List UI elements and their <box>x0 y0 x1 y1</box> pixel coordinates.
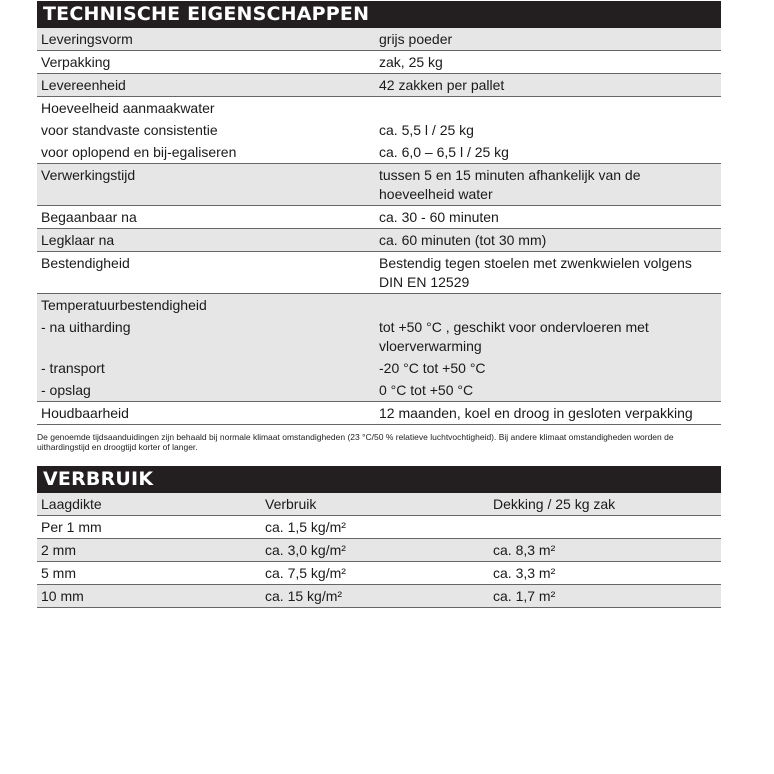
verbruik-header-row <box>37 493 721 516</box>
tech-value: 0 °C tot +50 °C <box>379 382 474 398</box>
tech-row <box>37 206 721 229</box>
tech-label: voor oplopend en bij-egaliseren <box>41 144 237 160</box>
dekking-cell: ca. 1,7 m² <box>493 588 556 604</box>
tech-label: - transport <box>41 360 105 376</box>
tech-label: Verwerkingstijd <box>41 167 136 183</box>
tech-label: Hoeveelheid aanmaakwater <box>41 100 215 116</box>
tech-label: Legklaar na <box>41 232 115 248</box>
verbruik-cell: ca. 3,0 kg/m² <box>265 542 346 558</box>
tech-row <box>37 119 721 141</box>
tech-label: Temperatuurbestendigheid <box>41 297 207 313</box>
tech-row <box>37 316 721 357</box>
tech-label: - na uitharding <box>41 319 131 335</box>
laagdikte-cell: Per 1 mm <box>41 519 102 535</box>
tech-value: ca. 60 minuten (tot 30 mm) <box>379 232 547 248</box>
verbruik-cell: ca. 7,5 kg/m² <box>265 565 346 581</box>
tech-value: tussen 5 en 15 minuten afhankelijk van de hoeveelheid water <box>379 167 641 202</box>
tech-value: zak, 25 kg <box>379 54 443 70</box>
tech-label: voor standvaste consistentie <box>41 122 218 138</box>
tech-value: Bestendig tegen stoelen met zwenkwielen volgens DIN EN 12529 <box>379 255 692 290</box>
tech-label: Houdbaarheid <box>41 405 129 421</box>
tech-value: -20 °C tot +50 °C <box>379 360 486 376</box>
tech-value: 12 maanden, koel en droog in gesloten verpakking <box>379 405 693 421</box>
tech-table <box>37 28 721 425</box>
tech-label: Bestendigheid <box>41 255 130 271</box>
tech-label: Leveringsvorm <box>41 31 133 47</box>
tech-row <box>37 252 721 294</box>
laagdikte-cell: 2 mm <box>41 542 76 558</box>
verbruik-cell: ca. 15 kg/m² <box>265 588 343 604</box>
verbruik-section-title: VERBRUIK <box>37 466 721 493</box>
dekking-cell: ca. 3,3 m² <box>493 565 556 581</box>
tech-row <box>37 51 721 74</box>
verbruik-table <box>37 493 721 608</box>
dekking-cell: ca. 8,3 m² <box>493 542 556 558</box>
tech-label: Begaanbaar na <box>41 209 137 225</box>
laagdikte-cell: 5 mm <box>41 565 76 581</box>
tech-row <box>37 28 721 51</box>
tech-row <box>37 141 721 163</box>
tech-value <box>379 294 721 316</box>
laagdikte-cell: 10 mm <box>41 588 84 604</box>
column-header-verbruik: Verbruik <box>265 496 317 512</box>
dekking-cell <box>493 516 721 538</box>
tech-value: ca. 6,0 – 6,5 l / 25 kg <box>379 144 509 160</box>
footnote: De genoemde tijdsaanduidingen zijn behaald bij normale klimaat omstandigheden (23 °C/50 % relatieve luchtvochtigheid). Bij andere klimaat omstandigheden worden de uithardingstijd en droogtijd korter of langer. <box>37 432 674 452</box>
tech-row <box>37 74 721 97</box>
tech-row <box>37 164 721 206</box>
tech-row <box>37 379 721 401</box>
tech-label: - opslag <box>41 382 91 398</box>
tech-value <box>379 97 721 119</box>
tech-row-group-temperature <box>37 294 721 402</box>
tech-row <box>37 357 721 379</box>
tech-label: Verpakking <box>41 54 111 70</box>
verbruik-cell: ca. 1,5 kg/m² <box>265 519 346 535</box>
tech-row <box>37 402 721 425</box>
tech-row <box>37 294 721 316</box>
tech-row <box>37 229 721 252</box>
verbruik-row <box>37 585 721 608</box>
tech-value: 42 zakken per pallet <box>379 77 505 93</box>
column-header-dekking: Dekking / 25 kg zak <box>493 496 616 512</box>
verbruik-row <box>37 516 721 539</box>
tech-value: ca. 30 - 60 minuten <box>379 209 499 225</box>
datasheet <box>37 0 721 608</box>
column-header-laagdikte: Laagdikte <box>41 496 102 512</box>
tech-label: Levereenheid <box>41 77 126 93</box>
verbruik-row <box>37 562 721 585</box>
tech-value: grijs poeder <box>379 31 453 47</box>
tech-value: ca. 5,5 l / 25 kg <box>379 122 474 138</box>
tech-row-group-water <box>37 97 721 164</box>
tech-section-title: TECHNISCHE EIGENSCHAPPEN <box>37 1 721 28</box>
tech-row <box>37 97 721 119</box>
tech-value: tot +50 °C , geschikt voor ondervloeren met vloerverwarming <box>379 319 649 354</box>
verbruik-row <box>37 539 721 562</box>
